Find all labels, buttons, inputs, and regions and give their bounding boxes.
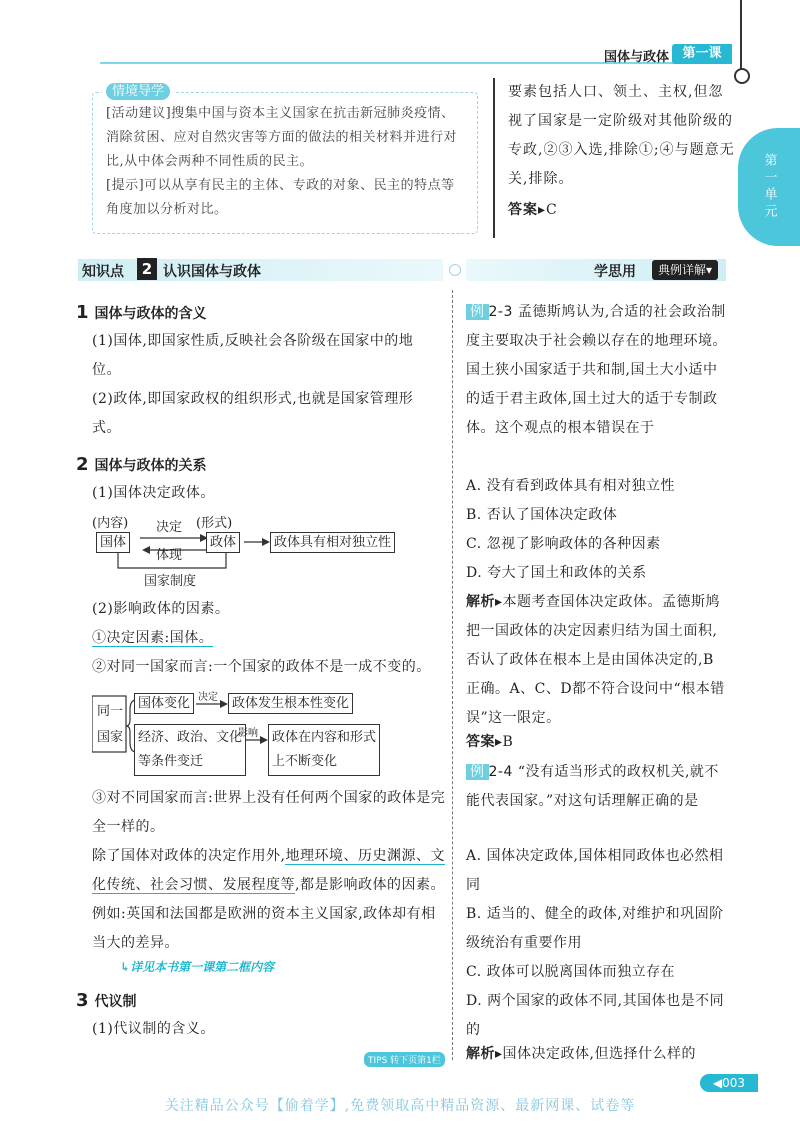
option-a: A. 没有看到政体具有相对独立性 [466,478,676,494]
answer-label-2: 答案 [466,734,495,750]
para-6: ②对同一国家而言:一个国家的政体不是一成不变的。 [92,659,431,675]
para-8 [92,842,447,958]
diagram-cont-line-1: 政体在内容和形式 [272,730,377,745]
column-divider [452,290,455,1060]
diagram-same-2: 国家 [97,730,124,745]
para-8-a: 除了国体对政体的决定作用外, [92,848,286,864]
examples-badge: 典例详解▾ [652,260,718,280]
diagram-econ-box [134,724,246,776]
heading-1 [76,302,207,323]
heading-3 [76,990,137,1011]
example-2-4 [466,758,728,816]
option-d-2: D. 两个国家的政体不同,其国体也是不同的 [466,993,725,1038]
top-divider [493,78,495,238]
heading-2-number: 2 [76,454,89,475]
heading-2 [76,454,207,475]
example-2-4-options [466,842,728,1045]
option-c-2: C. 政体可以脱离国体而独立存在 [466,964,676,980]
unit-tab: 第一单元 [738,128,800,246]
para-4: (2)影响政体的因素。 [92,601,230,617]
situation-hint: [提示]可以从享有民主的主体、专政的对象、民主的特点等角度加以分析对比。 [106,178,455,217]
example-2-3-question: 孟德斯鸠认为,合适的社会政治制度主要取决于社会赖以存在的地理环境。国土狭小国家适于共和制,国土大小适中的适于君主政体,国土过大的适于专制政体。这个观点的根本错误在于 [466,304,727,436]
para-8-b: 地理环境、历史渊源、文化传统、社会习惯、发展程度等 [92,848,445,893]
example-2-3-analysis [466,588,728,733]
practice-label: 学思用 [594,264,636,280]
answer-arrow-icon: ▸ [538,202,547,218]
example-2-3-options [466,472,728,588]
cross-reference-note [120,958,274,975]
diagram-same-country [92,688,452,778]
para-9: (1)代议制的含义。 [92,1021,215,1037]
diagram-cont-line-2: 上不断变化 [272,754,338,769]
para-5-label: ①决定因素: [92,630,170,646]
para-5 [92,624,213,653]
analysis-label-2: 解析 [466,1046,495,1062]
option-c: C. 忽视了影响政体的各种因素 [466,536,661,552]
diagram-zhengti-box: 政体 [206,532,240,553]
diagram-state-system-label: 国家制度 [144,574,197,589]
option-b-2: B. 适当的、健全的政体,对维护和巩固阶级统治有重要作用 [466,906,724,951]
para-2: (2)政体,即国家政权的组织形式,也就是国家管理形式。 [92,391,414,436]
situation-label [102,80,174,99]
analysis-arrow-icon-2: ▸ [495,1046,503,1062]
heading-2-text: 国体与政体的关系 [94,458,207,474]
example-2-3 [466,298,728,443]
knowledge-point-number: 2 [137,258,157,280]
diagram-affect: 影响 [238,728,258,739]
note-text: 详见本书第一课第二框内容 [130,960,275,974]
diagram-fund-box: 政体发生根本性变化 [228,693,353,714]
turn-page-tip: TIPS 转下页第1栏 [364,1052,445,1067]
heading-1-number: 1 [76,302,89,323]
para-5-value: 国体。 [169,630,214,646]
option-b: B. 否认了国体决定政体 [466,507,618,523]
analysis-label: 解析 [466,594,495,610]
para-8-c: ,都是影响政体的因素。例如:英国和法国都是欧洲的资本主义国家,政体却有相当大的差异。 [92,877,445,951]
analysis-arrow-icon: ▸ [495,594,503,610]
example-2-4-analysis [466,1040,728,1069]
diagram-decide-2: 决定 [198,692,218,703]
diagram-cont-box [268,724,380,776]
section-dot-icon [449,264,461,276]
situation-activity: [活动建议]搜集中国与资本主义国家在抗击新冠肺炎疫情、消除贫困、应对自然灾害等方面的做法的相关材料并进行对比,从中体会两种不同性质的民主。 [106,106,458,169]
example-2-4-number: 2-4 [488,764,513,780]
example-2-3-number: 2-3 [488,304,513,320]
option-d: D. 夸大了国土和政体的关系 [466,565,647,581]
diagram-same-1: 同一 [97,704,124,719]
para-7: ③对不同国家而言:世界上没有任何两个国家的政体是完全一样的。 [92,790,446,835]
answer-arrow-icon-2: ▸ [495,734,503,750]
diagram-decide-label: 决定 [156,520,183,535]
diagram-relative-box: 政体具有相对独立性 [270,532,395,553]
answer-value-2: B [502,734,514,750]
page-number: ◀003 [700,1074,758,1092]
diagram-form-label: (形式) [196,516,233,531]
lesson-badge: 第一课 [672,44,732,64]
lesson-title: 国体与政体 [604,50,670,65]
analysis-text: 本题考查国体决定政体。孟德斯鸠把一国政体的决定因素归结为国土面积,否认了政体在根本上是由国体决定的,B正确。A、C、D都不符合设问中“根本错误”这一限定。 [466,594,725,726]
knowledge-point-label: 知识点 [82,264,124,280]
heading-1-text: 国体与政体的含义 [94,306,207,322]
heading-3-number: 3 [76,990,89,1011]
situation-text [106,102,466,222]
diagram-embody-label: 体现 [156,548,183,563]
example-2-3-answer [466,728,728,757]
analysis-text-2: 国体决定政体,但选择什么样的 [502,1046,696,1062]
option-a-2: A. 国体决定政体,国体相同政体也必然相同 [466,848,724,893]
diagram-change-box: 国体变化 [134,693,194,714]
para-3: (1)国体决定政体。 [92,485,215,501]
example-2-4-tag: 例 [466,764,489,780]
watermark-footer: 关注精品公众号【偷着学】,免费领取高中精品资源、最新网课、试卷等 [164,1098,636,1114]
answer-label: 答案 [508,202,538,218]
section-title: 认识国体与政体 [163,264,261,280]
diagram-econ-line-1: 经济、政治、文化 [138,730,243,745]
diagram-content-label: (内容) [92,516,129,531]
diagram-guoti-box: 国体 [96,532,130,553]
example-2-3-tag: 例 [466,304,489,320]
situation-label-text: 情境导学 [106,83,170,100]
example-2-4-question: “没有适当形式的政权机关,就不能代表国家。”对这句话理解正确的是 [466,764,719,809]
right-top-explanation: 要素包括人口、领土、主权,但忽视了国家是一定阶级对其他阶级的专政,②③入选,排除①;④与题意无关,排除。 [508,84,735,187]
bookmark-string [740,0,742,70]
answer-value: C [546,202,558,218]
para-1: (1)国体,即国家性质,反映社会各阶级在国家中的地位。 [92,333,414,378]
diagram-guoti-zhengti [92,512,452,592]
diagram-econ-line-2: 等条件变迁 [138,754,204,769]
right-top-text [508,78,738,225]
note-arrow-icon: ↳ [120,960,131,974]
heading-3-text: 代议制 [94,994,137,1010]
